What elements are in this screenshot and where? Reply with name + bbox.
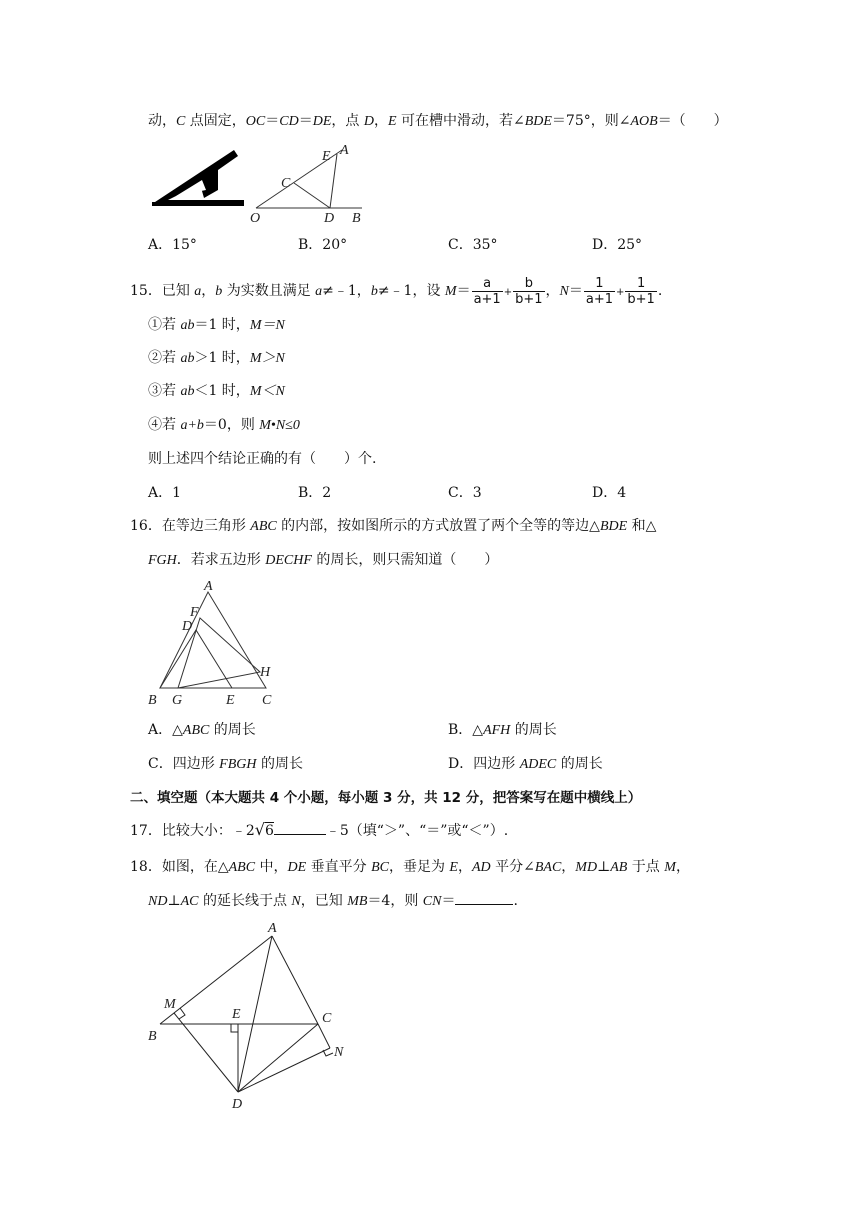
q16-option-a[interactable] [148, 720, 256, 741]
text: 中， [255, 859, 288, 875]
segment-bd [238, 1024, 318, 1092]
text: ， [561, 859, 576, 875]
text: ， [545, 283, 560, 299]
text: 的内部，按如图所示的方式放置了两个全等的等边△ [276, 518, 600, 534]
label-b: B [148, 1029, 157, 1044]
text: 若 [162, 350, 181, 366]
var: ab [180, 318, 195, 333]
denominator: a+1 [473, 291, 501, 307]
label-m: M [164, 997, 176, 1012]
var: C [176, 114, 186, 129]
text: A．△ [148, 722, 183, 738]
text: ＝4，则 [367, 893, 423, 909]
text: 的周长，则只需知道（ ） [311, 552, 499, 568]
var: b [370, 284, 378, 299]
var: E [449, 860, 458, 875]
var: a [194, 284, 202, 299]
var: AB [610, 860, 628, 875]
label-a: A [268, 921, 277, 936]
text: ﹣5（填“＞”、“＝”或“＜”）. [325, 823, 509, 839]
q15-statement-1 [148, 315, 285, 336]
text: ≠﹣1，设 [377, 283, 445, 299]
text: ＞1 时， [194, 350, 250, 366]
q15-option-b[interactable]: B．2 [298, 485, 332, 501]
var: AD [471, 860, 491, 875]
text: ＜1 时， [194, 383, 250, 399]
var: BDE [524, 114, 552, 129]
q16-option-d[interactable] [448, 754, 603, 775]
label-c: C [281, 176, 291, 191]
var: MD [575, 860, 598, 875]
segment-cn [318, 1024, 330, 1048]
fraction-1-over-b1 [625, 276, 656, 307]
var: ABC [182, 723, 210, 738]
answer-blank[interactable] [274, 820, 326, 835]
text: 和△ [627, 518, 657, 534]
label-g: G [172, 693, 183, 708]
denominator: a+1 [585, 291, 614, 307]
var: N [291, 894, 301, 909]
plus-sign: + [616, 287, 625, 298]
var: a+b [180, 418, 204, 433]
var: CN [422, 894, 442, 909]
section-heading-fill-in: 二、填空题（本大题共 4 个小题，每小题 3 分，共 12 分，把答案写在题中横线上） [130, 790, 642, 806]
segment-nd [238, 1048, 330, 1092]
radical-sign: √ [254, 820, 265, 839]
var: N [559, 284, 569, 299]
q15-conclusion: 则上述四个结论正确的有（ ）个. [148, 451, 377, 467]
label-b: B [352, 211, 361, 226]
circled-number: ④ [148, 417, 162, 433]
var: M＜N [249, 384, 285, 399]
text: 18．如图，在△ [130, 859, 229, 875]
text: 平分∠ [490, 859, 535, 875]
segment-de [330, 154, 337, 208]
q16-option-b[interactable] [448, 720, 557, 741]
var: FBGH [219, 757, 257, 772]
plus-sign: + [503, 287, 513, 298]
circled-number: ③ [148, 383, 162, 399]
text: ＝ [298, 113, 313, 129]
q17-stem [130, 820, 508, 841]
var: ND [148, 894, 168, 909]
text: 若 [162, 317, 181, 333]
label-d: D [182, 619, 193, 634]
numerator: 1 [584, 276, 615, 292]
var: a [315, 284, 323, 299]
radicand: 6 [264, 823, 274, 839]
text: 动， [148, 113, 176, 129]
q16-stem-line-1 [130, 516, 656, 537]
q18-triangle-figure [140, 920, 360, 1120]
fraction-a-over-a1 [472, 276, 503, 307]
numerator: a [472, 276, 503, 292]
text: ，点 [331, 113, 364, 129]
label-d: D [324, 211, 335, 226]
label-h: H [260, 665, 271, 680]
text: ， [457, 859, 472, 875]
q14-option-a[interactable]: A．15° [148, 237, 197, 253]
label-b: B [148, 693, 157, 708]
label-n: N [334, 1045, 344, 1060]
sqrt-symbol [255, 820, 274, 841]
q15-option-a[interactable]: A．1 [148, 485, 182, 501]
var: OC [245, 114, 266, 129]
var: M [444, 284, 457, 299]
label-a: A [204, 579, 213, 594]
var: CD [279, 114, 299, 129]
var: ABC [250, 519, 277, 534]
var: ABC [228, 860, 256, 875]
q18-stem-line-2 [148, 890, 518, 912]
var: DE [287, 860, 307, 875]
denominator: b+1 [627, 291, 655, 307]
q15-stem [130, 274, 662, 310]
q18-stem-line-1 [130, 857, 690, 878]
label-a: A [340, 143, 349, 158]
fraction-b-over-b1 [513, 276, 544, 307]
var: DE [312, 114, 332, 129]
var: BDE [599, 519, 628, 534]
text: 的周长 [209, 722, 256, 738]
text: 的周长 [510, 722, 557, 738]
text: ⊥ [597, 859, 611, 875]
var: M•N≤0 [259, 418, 300, 433]
var: ab [180, 351, 195, 366]
q15-statement-3 [148, 381, 285, 402]
text: 点固定， [185, 113, 246, 129]
text: ＝ [265, 113, 280, 129]
q15-statement-4 [148, 415, 300, 436]
var: b [215, 284, 223, 299]
text: ＝ [456, 283, 471, 299]
var: BAC [534, 860, 562, 875]
text: B．△ [448, 722, 484, 738]
denominator: b+1 [515, 291, 543, 307]
text: 的延长线于点 [198, 893, 292, 909]
q16-triangle-figure [140, 578, 290, 710]
var: ab [180, 384, 195, 399]
circled-number: ② [148, 350, 162, 366]
answer-blank[interactable] [455, 890, 513, 905]
text: 的周长 [256, 756, 303, 772]
text: 的周长 [556, 756, 603, 772]
right-angle-m [179, 1008, 185, 1019]
var: D [363, 114, 374, 129]
var: AFH [483, 723, 511, 738]
var: M [664, 860, 676, 875]
fraction-1-over-a1 [584, 276, 615, 307]
label-f: F [190, 605, 199, 620]
var: AC [180, 894, 199, 909]
text: 若 [162, 383, 181, 399]
q16-stem-line-2 [148, 550, 498, 571]
label-e: E [226, 693, 235, 708]
q14-option-c[interactable]: C．35° [448, 237, 498, 253]
var: DECHF [265, 553, 312, 568]
label-e: E [232, 1007, 241, 1022]
text: . [513, 893, 518, 909]
right-angle-e [231, 1024, 238, 1032]
text: 可在槽中滑动，若∠ [396, 113, 525, 129]
text: 于点 [627, 859, 665, 875]
label-o: O [250, 211, 261, 226]
q15-statement-2 [148, 348, 285, 369]
q14-text-line [148, 111, 728, 132]
q14-option-b[interactable]: B．20° [298, 237, 348, 253]
text: ，已知 [300, 893, 348, 909]
text: ＝75°，则∠ [551, 113, 631, 129]
text: ．若求五边形 [176, 552, 266, 568]
text: D．四边形 [448, 756, 520, 772]
text: C．四边形 [148, 756, 220, 772]
segment-cd [294, 183, 330, 208]
text: ＝ [441, 893, 456, 909]
text: 为实数且满足 [222, 283, 316, 299]
q14-tool-figure [148, 140, 248, 210]
text: ＝0，则 [203, 417, 260, 433]
var: BC [371, 860, 389, 875]
text: 若 [162, 417, 181, 433]
text: ，垂足为 [388, 859, 450, 875]
tool-outer-shape [152, 150, 244, 206]
var: MB [347, 894, 368, 909]
text: 垂直平分 [306, 859, 372, 875]
var: AOB [630, 114, 658, 129]
q14-option-d[interactable]: D．25° [592, 237, 643, 253]
text: ＝（ ） [657, 113, 728, 129]
var: E [387, 114, 397, 129]
segment-ad [238, 936, 272, 1092]
text: 16．在等边三角形 [130, 518, 251, 534]
q16-option-c[interactable] [148, 754, 303, 775]
label-d: D [232, 1097, 243, 1112]
q15-option-d[interactable]: D．4 [592, 485, 627, 501]
text: 17．比较大小：﹣2 [130, 823, 255, 839]
var: M＞N [249, 351, 285, 366]
q14-geometry-figure [246, 140, 376, 228]
text: ， [675, 859, 690, 875]
q15-option-c[interactable]: C．3 [448, 485, 482, 501]
label-e: E [322, 149, 331, 164]
text: ⊥ [167, 893, 181, 909]
text: 15．已知 [130, 283, 195, 299]
circled-number: ① [148, 317, 162, 333]
label-c: C [322, 1011, 332, 1026]
text: ＝ [568, 283, 583, 299]
text: ≠﹣1， [322, 283, 371, 299]
numerator: b [513, 276, 544, 292]
text: ＝1 时， [194, 317, 250, 333]
segment-ac [272, 936, 318, 1024]
text: . [657, 283, 663, 299]
text: ， [201, 283, 216, 299]
var: FGH [148, 553, 177, 568]
segment-md [174, 1013, 238, 1092]
var: M＝N [249, 318, 285, 333]
numerator: 1 [625, 276, 656, 292]
var: ADEC [519, 757, 557, 772]
text: ， [373, 113, 388, 129]
label-c: C [262, 693, 272, 708]
